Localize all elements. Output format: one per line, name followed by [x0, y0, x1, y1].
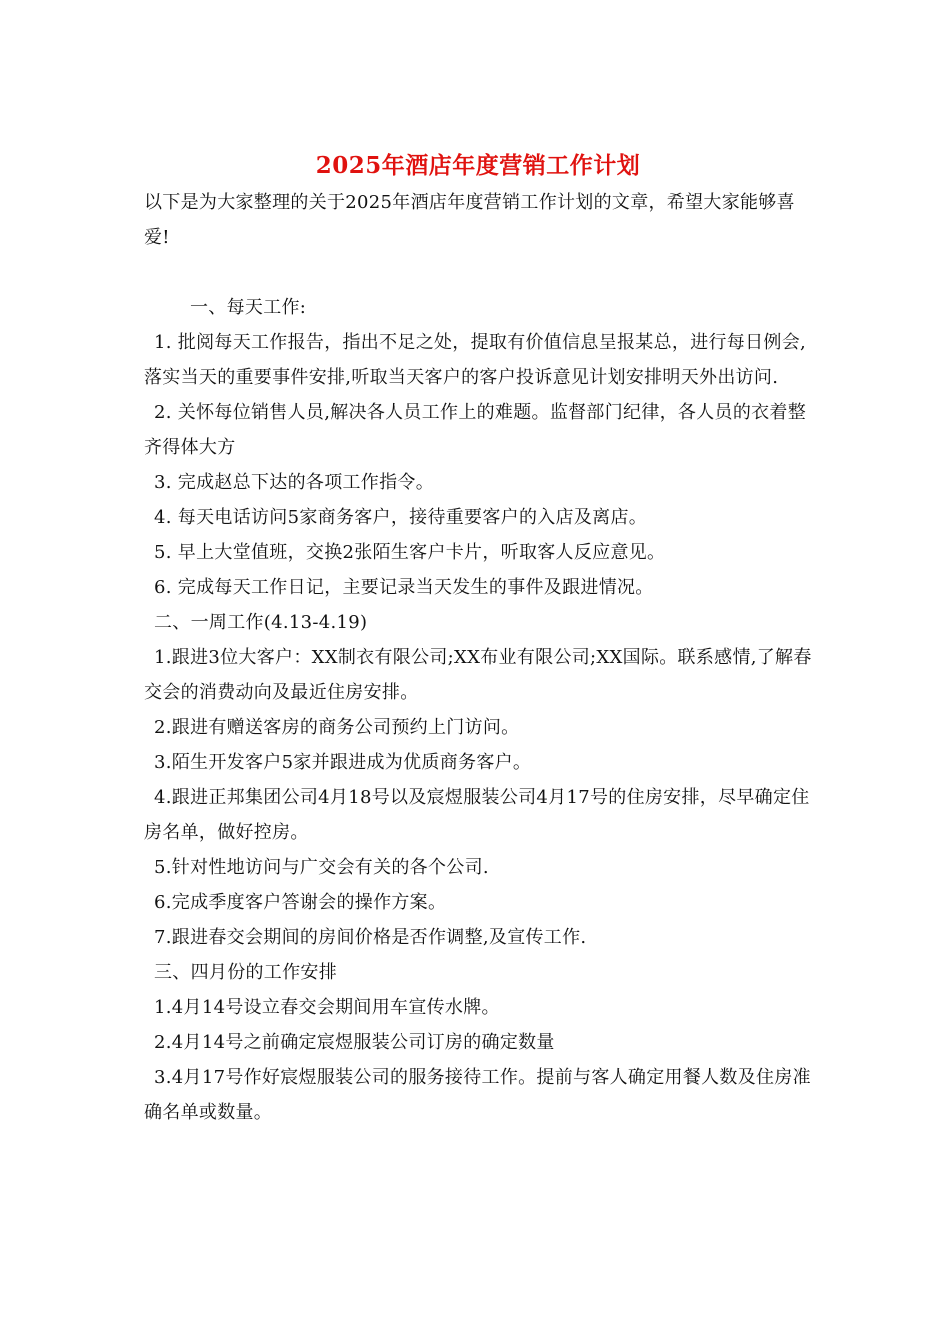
list-item: 6.完成季度客户答谢会的操作方案。	[154, 892, 447, 913]
intro-paragraph: 以下是为大家整理的关于2025年酒店年度营销工作计划的文章，希望大家能够喜爱!	[144, 192, 795, 248]
list-item: 2.4月14号之前确定宸煜服装公司订房的确定数量	[154, 1032, 555, 1053]
section-heading-weekly: 二、一周工作(4.13-4.19)	[154, 612, 368, 633]
list-item: 3.陌生开发客户5家并跟进成为优质商务客户。	[154, 752, 532, 773]
document-title: 2025年酒店年度营销工作计划	[315, 152, 641, 179]
list-item: 1.4月14号设立春交会期间用车宣传水牌。	[154, 997, 500, 1018]
document-body	[144, 150, 812, 1130]
list-item: 4. 每天电话访问5家商务客户，接待重要客户的入店及离店。	[154, 507, 648, 528]
list-item: 5. 早上大堂值班，交换2张陌生客户卡片，听取客人反应意见。	[154, 542, 666, 563]
list-item: 2.跟进有赠送客房的商务公司预约上门访问。	[154, 717, 520, 738]
list-item: 3. 完成赵总下达的各项工作指令。	[154, 472, 434, 493]
list-item: 5.针对性地访问与广交会有关的各个公司.	[154, 857, 489, 878]
list-item: 6. 完成每天工作日记，主要记录当天发生的事件及跟进情况。	[154, 577, 654, 598]
list-item: 7.跟进春交会期间的房间价格是否作调整,及宣传工作.	[154, 927, 587, 948]
list-item: 3.4月17号作好宸煜服装公司的服务接待工作。提前与客人确定用餐人数及住房准确名单或数量。	[144, 1067, 811, 1123]
list-item: 2. 关怀每位销售人员,解决各人员工作上的难题。监督部门纪律，各人员的衣着整齐得体大方	[144, 402, 807, 458]
section-heading-april: 三、四月份的工作安排	[154, 962, 337, 983]
list-item: 1. 批阅每天工作报告，指出不足之处，提取有价值信息呈报某总，进行每日例会,落实当天的重要事件安排,听取当天客户的客户投诉意见计划安排明天外出访问.	[144, 332, 807, 388]
section-heading-daily: 一、每天工作:	[190, 297, 307, 318]
list-item: 4.跟进正邦集团公司4月18号以及宸煜服装公司4月17号的住房安排，尽早确定住房名单，做好控房。	[144, 787, 810, 843]
list-item: 1.跟进3位大客户：XX制衣有限公司;XX布业有限公司;XX国际。联系感情,了解春交会的消费动向及最近住房安排。	[144, 647, 812, 703]
